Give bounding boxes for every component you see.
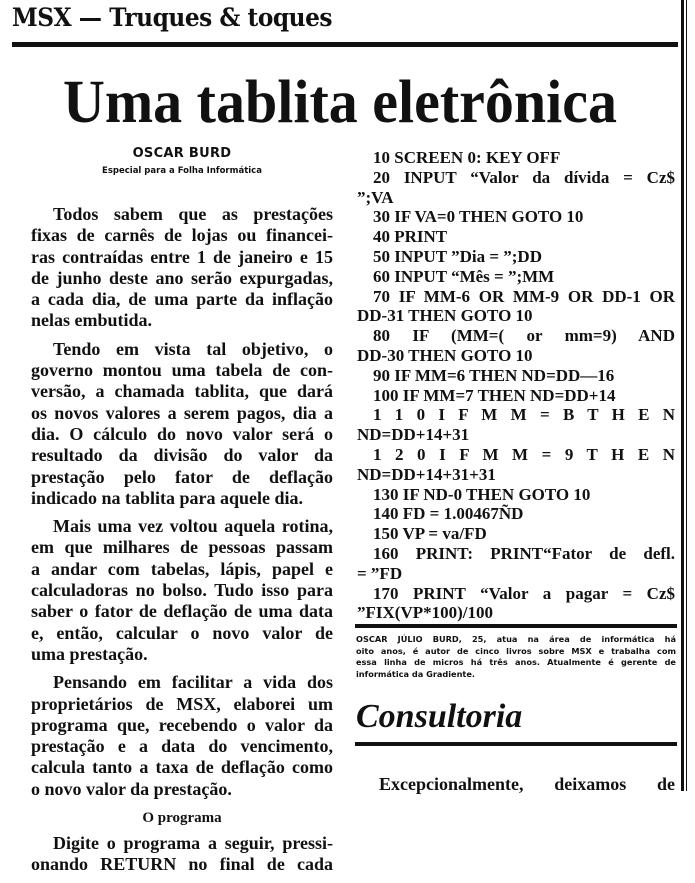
text-line: dia. O cálculo do novo valor será o bbox=[31, 423, 333, 444]
text-line: programa que, recebendo o valor da bbox=[31, 714, 333, 735]
code-line: 90 IF MM=6 THEN ND=DD—16 bbox=[373, 365, 615, 385]
column-divider-thin bbox=[686, 0, 687, 791]
code-line: 10 SCREEN 0: KEY OFF bbox=[373, 148, 561, 167]
code-line: 60 INPUT “Mês = ”;MM bbox=[373, 266, 555, 286]
code-line: 20 INPUT “Valor da dívida = Cz$ bbox=[373, 167, 675, 187]
section-rule bbox=[12, 42, 678, 47]
code-line: 170 PRINT “Valor a pagar = Cz$ bbox=[373, 583, 675, 603]
byline-credit: Especial para a Folha Informática bbox=[102, 166, 262, 176]
code-line: 100 IF MM=7 THEN ND=DD+14 bbox=[373, 385, 616, 405]
bio-rule bbox=[355, 624, 677, 628]
text-line: resultado da divisão do valor da bbox=[31, 445, 333, 466]
text-line: prestação pelo fator de deflação bbox=[31, 466, 333, 487]
paragraph bbox=[31, 516, 333, 665]
column-divider bbox=[681, 0, 684, 791]
consultoria-rule bbox=[355, 742, 677, 746]
paragraph bbox=[31, 204, 333, 332]
code-line: 1 2 0 I F M M = 9 T H E N bbox=[373, 444, 675, 464]
consultoria-heading: Consultoria bbox=[356, 698, 523, 735]
text-line: Pensando em facilitar a vida dos bbox=[53, 672, 333, 693]
text-line: o novo valor da prestação. bbox=[31, 778, 232, 799]
text-line: Tendo em vista tal objetivo, o bbox=[53, 338, 333, 359]
text-line: indicado na tablita para aquele dia. bbox=[31, 487, 304, 508]
code-line: 140 FD = 1.00467ÑD bbox=[373, 504, 524, 524]
paragraph bbox=[31, 672, 333, 800]
text-line: nelas embutida. bbox=[31, 310, 153, 331]
text-line: a andar com tabelas, lápis, papel e bbox=[31, 558, 333, 579]
text-line: ras contraídas entre 1 de janeiro e 15 bbox=[31, 246, 333, 267]
bio-line: oito anos, é autor de cinco livros sobre MSX e trabalha com bbox=[356, 645, 676, 656]
bio-line: OSCAR JÚLIO BURD, 25, atua na área de informática há bbox=[356, 634, 676, 644]
code-line: 40 PRINT bbox=[373, 227, 448, 247]
code-line: DD-30 THEN GOTO 10 bbox=[357, 345, 533, 365]
bio-line: informática da Gradiente. bbox=[356, 668, 476, 679]
text-line: Mais uma vez voltou aquela rotina, bbox=[53, 516, 333, 537]
text-line: calculadoras no bolso. Tudo isso para bbox=[31, 580, 333, 601]
consultoria-body bbox=[357, 774, 675, 795]
code-line: 70 IF MM-6 OR MM-9 OR DD-1 OR bbox=[373, 286, 675, 306]
section-title: MSX — Truques & toques bbox=[12, 3, 333, 32]
code-line: 80 IF (MM=( or mm=9) AND bbox=[373, 326, 675, 346]
paragraph bbox=[31, 833, 333, 876]
text-line: saber o fator de deflação de uma data bbox=[31, 601, 333, 622]
text-line: Todos sabem que as prestações bbox=[53, 204, 333, 224]
program-listing bbox=[357, 148, 675, 623]
article-body bbox=[31, 204, 333, 883]
code-line: DD-31 THEN GOTO 10 bbox=[357, 306, 533, 326]
headline: Uma tablita eletrônica bbox=[62, 67, 618, 136]
text-line: Digite o programa a seguir, pressi- bbox=[53, 833, 333, 854]
subheading: O programa bbox=[142, 810, 222, 827]
text-line: governo montou uma tabela de con- bbox=[31, 360, 333, 381]
text-line: e, então, calcular o novo valor de bbox=[31, 622, 333, 643]
text-line: versão, a chamada tablita, que dará bbox=[31, 381, 333, 402]
byline-author: OSCAR BURD bbox=[132, 146, 232, 161]
paragraph bbox=[31, 339, 333, 509]
code-line: 30 IF VA=0 THEN GOTO 10 bbox=[373, 207, 584, 227]
text-line: uma prestação. bbox=[31, 643, 148, 664]
code-line: ND=DD+14+31 bbox=[357, 425, 470, 445]
text-line: onando RETURN no final de cada bbox=[31, 854, 333, 875]
text-line: de junho deste ano serão expurgadas, bbox=[31, 267, 333, 288]
text-line: a cada dia, de uma parte da inflação bbox=[31, 289, 333, 310]
code-line: ”FIX(VP*100)/100 bbox=[357, 603, 493, 623]
code-line: ND=DD+14+31+31 bbox=[357, 464, 496, 484]
text-line: calcula tanto a taxa de deflação como bbox=[31, 757, 333, 778]
text-line: em que milhares de pessoas passam bbox=[31, 537, 333, 558]
code-line: = ”FD bbox=[357, 563, 403, 583]
text-line: os novos valores a serem pagos, dia a bbox=[31, 402, 333, 423]
author-bio bbox=[356, 634, 676, 680]
text-line: fixas de carnês de lojas ou financei- bbox=[31, 225, 333, 246]
code-line: 150 VP = va/FD bbox=[373, 524, 487, 544]
code-line: 50 INPUT ”Dia = ”;DD bbox=[373, 246, 542, 266]
code-line: 130 IF ND-0 THEN GOTO 10 bbox=[373, 484, 591, 504]
text-line: Excepcionalmente, deixamos de bbox=[379, 774, 675, 794]
code-line: ”;VA bbox=[357, 187, 394, 207]
code-line: 160 PRINT: PRINT“Fator de defl. bbox=[373, 543, 675, 563]
text-line: prestação e a data do vencimento, bbox=[31, 736, 333, 757]
code-line: 1 1 0 I F M M = B T H E N bbox=[373, 405, 675, 425]
text-line: proprietários de MSX, elaborei um bbox=[31, 693, 333, 714]
bio-line: essa linha de micros há três anos. Atualmente é gerente de bbox=[356, 657, 676, 667]
